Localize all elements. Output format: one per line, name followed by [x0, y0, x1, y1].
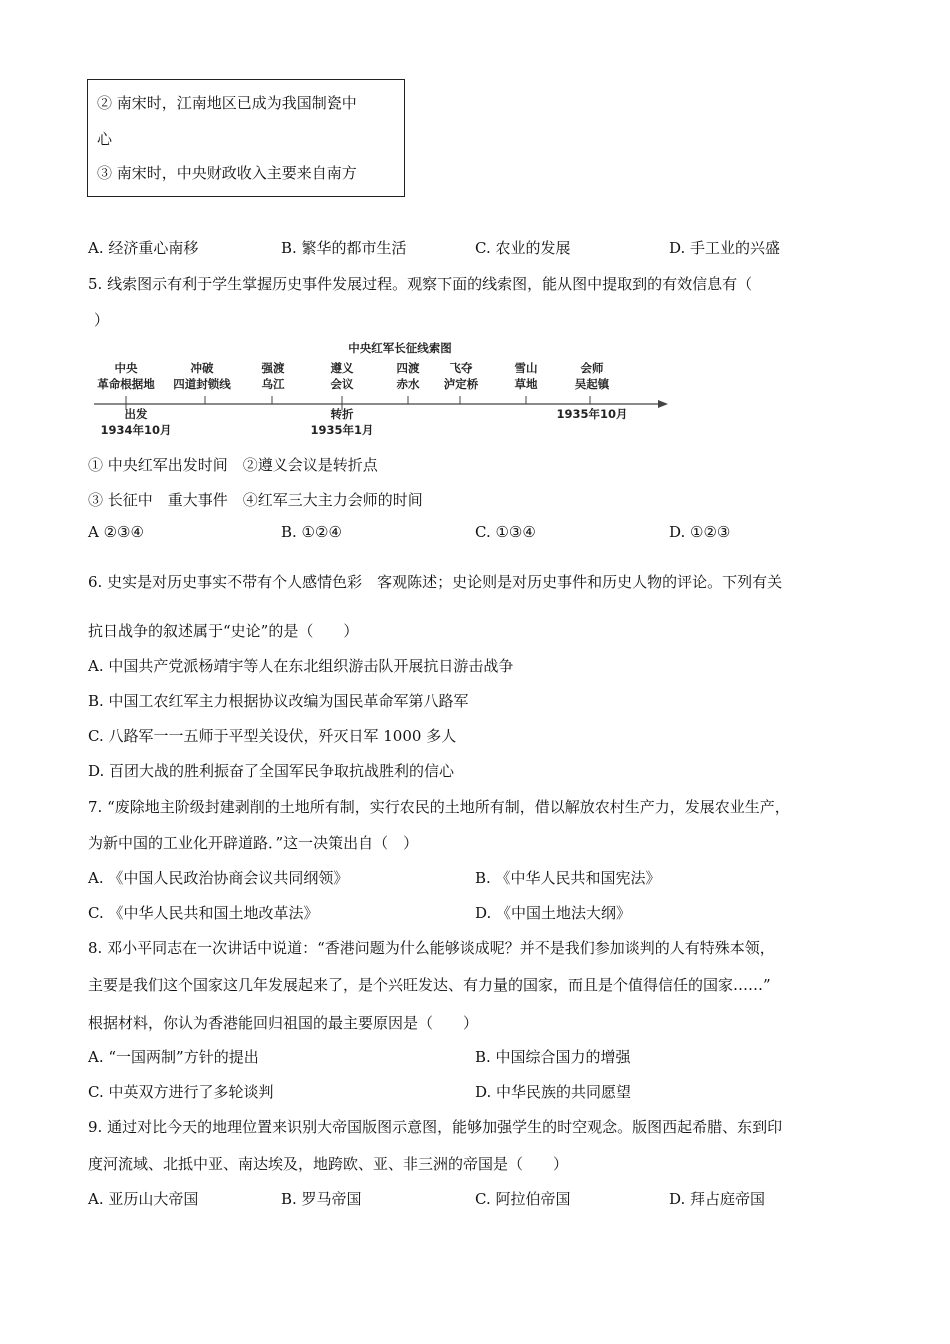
- svg-text:革命根据地: 革命根据地: [97, 377, 155, 391]
- svg-text:冲破: 冲破: [190, 361, 214, 375]
- q5-option-a[interactable]: A ②③④: [88, 523, 144, 541]
- timeline-event: [515, 361, 538, 404]
- q6-option-a[interactable]: A. 中国共产党派杨靖宇等人在东北组织游击队开展抗日游击战争: [88, 657, 514, 675]
- q9-option-c[interactable]: C. 阿拉伯帝国: [475, 1190, 571, 1208]
- q5-stem-cont: ）: [94, 311, 110, 329]
- q8-option-a[interactable]: A. “一国两制”方针的提出: [88, 1048, 259, 1066]
- q7-option-d[interactable]: D. 《中国土地法大纲》: [475, 904, 632, 922]
- q7-option-b[interactable]: B. 《中华人民共和国宪法》: [475, 869, 661, 887]
- q4-option-d[interactable]: D. 手工业的兴盛: [669, 239, 781, 257]
- q8-option-c[interactable]: C. 中英双方进行了多轮谈判: [88, 1083, 274, 1101]
- svg-text:赤水: 赤水: [396, 377, 420, 391]
- svg-text:转折: 转折: [330, 407, 354, 421]
- q9-option-b[interactable]: B. 罗马帝国: [281, 1190, 362, 1208]
- svg-text:雪山: 雪山: [514, 361, 538, 375]
- q9-option-a[interactable]: A. 亚历山大帝国: [88, 1190, 199, 1208]
- svg-text:遵义: 遵义: [330, 361, 354, 375]
- q8-stem: 8. 邓小平同志在一次讲话中说道：“香港问题为什么能够谈成呢？并不是我们参加谈判的人有特殊本领，: [88, 939, 775, 957]
- timeline-event: [444, 361, 479, 404]
- timeline-event: [331, 361, 354, 404]
- long-march-timeline-diagram: [80, 336, 680, 440]
- q4-option-a[interactable]: A. 经济重心南移: [88, 239, 199, 257]
- svg-text:四道封锁线: 四道封锁线: [173, 377, 231, 391]
- svg-text:1935年10月: 1935年10月: [556, 407, 628, 421]
- svg-text:会议: 会议: [330, 377, 354, 391]
- material-box: [87, 79, 405, 197]
- q4-option-b[interactable]: B. 繁华的都市生活: [281, 239, 407, 257]
- q4-option-c[interactable]: C. 农业的发展: [475, 239, 571, 257]
- svg-text:四渡: 四渡: [396, 361, 420, 375]
- q5-option-c[interactable]: C. ①③④: [475, 523, 536, 541]
- q8-stem-cont: 主要是我们这个国家这几年发展起来了，是个兴旺发达、有力量的国家，而且是个值得信任的国家……”: [88, 976, 771, 994]
- timeline-event: [97, 361, 155, 404]
- diagram-title: 中央红军长征线索图: [348, 341, 452, 355]
- timeline-event: [397, 361, 420, 404]
- svg-text:会师: 会师: [580, 361, 604, 375]
- q7-stem-cont: 为新中国的工业化开辟道路．”这一决策出自（ ）: [88, 834, 419, 852]
- q9-stem: 9. 通过对比今天的地理位置来识别大帝国版图示意图，能够加强学生的时空观念。版图西起希腊、东到印: [88, 1118, 783, 1136]
- q8-option-b[interactable]: B. 中国综合国力的增强: [475, 1048, 631, 1066]
- q7-option-c[interactable]: C. 《中华人民共和国土地改革法》: [88, 904, 319, 922]
- q6-stem: 6. 史实是对历史事实不带有个人感情色彩 客观陈述；史论则是对历史事件和历史人物的评论。下列有关: [88, 573, 783, 591]
- q9-stem-cont: 度河流域、北抵中亚、南达埃及，地跨欧、亚、非三洲的帝国是（ ）: [88, 1155, 569, 1173]
- timeline-event: [575, 361, 611, 404]
- timeline-event: [261, 361, 285, 404]
- q5-items-line-2: ③ 长征中 重大事件 ④红军三大主力会师的时间: [88, 491, 423, 509]
- svg-text:吴起镇: 吴起镇: [574, 377, 610, 391]
- q7-stem: 7. “废除地主阶级封建剥削的土地所有制，实行农民的土地所有制，借以解放农村生产力，发展农业生产，: [88, 798, 790, 816]
- material-line-2: ② 南宋时，江南地区已成为我国制瓷中: [97, 94, 357, 112]
- q9-option-d[interactable]: D. 拜占庭帝国: [669, 1190, 766, 1208]
- q7-option-a[interactable]: A. 《中国人民政治协商会议共同纲领》: [88, 869, 349, 887]
- svg-text:出发: 出发: [124, 407, 148, 421]
- timeline-turning-label: [310, 404, 373, 437]
- svg-text:草地: 草地: [514, 377, 538, 391]
- timeline-arrow-icon: [658, 400, 668, 408]
- q6-option-b[interactable]: B. 中国工农红军主力根据协议改编为国民革命军第八路军: [88, 692, 469, 710]
- q5-stem: 5. 线索图示有利于学生掌握历史事件发展过程。观察下面的线索图，能从图中提取到的有效信息有（: [88, 275, 753, 293]
- svg-text:泸定桥: 泸定桥: [443, 377, 479, 391]
- svg-text:中央: 中央: [114, 361, 138, 375]
- timeline-start-label: [100, 404, 171, 437]
- q5-option-b[interactable]: B. ①②④: [281, 523, 342, 541]
- timeline-event: [173, 361, 231, 404]
- svg-text:1935年1月: 1935年1月: [310, 423, 374, 437]
- q8-stem-cont-2: 根据材料，你认为香港能回归祖国的最主要原因是（ ）: [88, 1014, 479, 1032]
- q6-option-d[interactable]: D. 百团大战的胜利振奋了全国军民争取抗战胜利的信心: [88, 762, 455, 780]
- svg-text:乌江: 乌江: [261, 377, 285, 391]
- q6-option-c[interactable]: C. 八路军一一五师于平型关设伏，歼灭日军 1000 多人: [88, 727, 457, 745]
- q5-option-d[interactable]: D. ①②③: [669, 523, 731, 541]
- material-line-3: ③ 南宋时，中央财政收入主要来自南方: [97, 164, 357, 182]
- svg-text:1934年10月: 1934年10月: [100, 423, 172, 437]
- svg-text:飞夺: 飞夺: [449, 361, 473, 375]
- svg-text:强渡: 强渡: [261, 361, 285, 375]
- q5-items-line-1: ① 中央红军出发时间 ②遵义会议是转折点: [88, 456, 378, 474]
- q8-option-d[interactable]: D. 中华民族的共同愿望: [475, 1083, 632, 1101]
- q6-stem-cont: 抗日战争的叙述属于“史论”的是（ ）: [88, 622, 359, 640]
- timeline-end-label: [556, 407, 627, 421]
- material-line-2-cont: 心: [97, 130, 113, 148]
